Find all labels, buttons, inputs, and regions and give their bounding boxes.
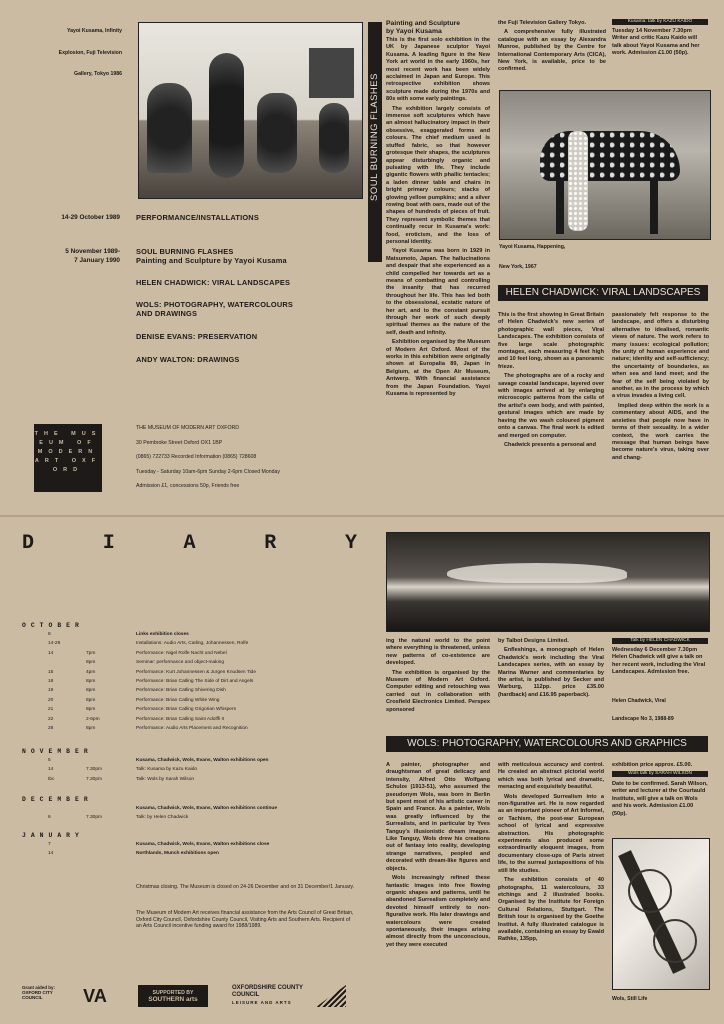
- programme-date: 14-29 October 1989: [61, 214, 120, 221]
- chadwick-paragraph: Implied deep within the work is a commentary about AIDS, and the anxieties that people now have in terms of their sexuality. In a wider context, the work carries the message that human beings have become nature's virus, taking over and chang-: [612, 402, 709, 461]
- kusama-vertical-bar: [368, 22, 382, 262]
- address-line: Tuesday - Saturday 10am-6pm Sunday 2-6pm Closed Monday: [136, 468, 280, 475]
- diary-letter: A: [183, 532, 196, 555]
- diary-time: 4pm: [86, 669, 96, 675]
- chadwick-paragraph: Enfleshings, a monograph of Helen Chadwick's work including the Viral Landscapes series, with an essay by Marina Warner and commentaries by the artist, is published by Secker and Warburg, 112pp. price £35.00 (hardback) and £16.95 paperback).: [498, 647, 604, 698]
- kusama-col-2: [498, 20, 606, 76]
- programme-date: 7 January 1990: [74, 257, 120, 264]
- chadwick-paragraph: The exhibition is organised by the Museum of Modern Art Oxford. Computer editing and retouching was carried out in collaboration with Crosfield Electronics Limited. Perspex sponsored: [386, 669, 490, 713]
- diary-entry: Installations: Audio Arts, Catling, Johannessen, Rolfe: [136, 641, 249, 647]
- kusama-talk-bar: Kusama: talk by KAZU KAIDO: [612, 19, 708, 25]
- diary-entry: Performance: Brian Catling Grigorian Whispers: [136, 707, 236, 713]
- diary-date: 14: [48, 650, 54, 656]
- diary-time: 7pm: [86, 650, 96, 656]
- diary-date: 14: [48, 767, 54, 773]
- wols-heading-bar: WOLS: PHOTOGRAPHY, WATERCOLOURS AND GRAPHICS: [386, 736, 708, 752]
- diary-date: 14-29: [48, 641, 61, 647]
- programme-title: WOLS: PHOTOGRAPHY, WATERCOLOURS: [136, 300, 294, 309]
- chadwick-caption: Helen Chadwick, Viral: [612, 698, 666, 704]
- diary-date: tbc: [48, 776, 55, 782]
- diary-entry: Performance: Brian Catling The Side of Dirt and Angels: [136, 679, 254, 684]
- diary-time: 8pm: [86, 660, 96, 666]
- diary-date: 6: [48, 815, 51, 821]
- happening-caption: [499, 244, 599, 270]
- diary-date: 15: [48, 669, 54, 675]
- diary-date: 20: [48, 697, 54, 703]
- oxfordshire-logo: [232, 985, 310, 1006]
- programme-title: AND DRAWINGS: [136, 309, 198, 318]
- caption-line: Yayoi Kusama, Happening,: [499, 244, 566, 250]
- va-logo-icon: VA: [83, 986, 107, 1006]
- caption-line: New York, 1967: [499, 263, 537, 270]
- diary-entry: Talk: by Helen Chadwick: [136, 815, 189, 821]
- chadwick-heading-bar: HELEN CHADWICK: VIRAL LANDSCAPES: [498, 285, 708, 301]
- programme-title: PERFORMANCE/INSTALLATIONS: [136, 213, 259, 222]
- diary-entry: Performance: Kurt Johannessen & Jurgen Knudsen Tide: [136, 669, 256, 675]
- caption-line: Explosion, Fuji Television: [58, 49, 122, 56]
- diary-time: 2-6pm: [86, 716, 100, 722]
- diary-entry: Kusama, Chadwick, Wols, Evans, Walton exhibitions open: [136, 758, 269, 763]
- programme-title: SOUL BURNING FLASHES: [136, 247, 234, 256]
- visiting-arts-icon: [316, 985, 346, 1007]
- page-fold: [0, 515, 724, 517]
- wols-col-1: [386, 762, 490, 951]
- kusama-paragraph: The exhibition largely consists of immense soft sculptures which have an almost hallucinatory impact in their obsessive, exaggerated forms and colours. The chief medium used is stuffed fabric, so that however grotesque their shapes, the sculptures appear disturbingly organic and pulsating with life. They include gigantic flowers with phallic tentacles; a laden dinner table and chairs in bright primary colours; stacks of glowing yellow pumpkins; and a silver rowing boat with oars, made out of the shapes of hundreds of pieces of fruit. They represent symbolic themes that continually recur in Kusama's work: food, eroticism, and the loss of personal identity.: [386, 105, 490, 245]
- diary-month-heading: OCTOBER: [22, 622, 84, 629]
- diary-entry: Seminar: performance and object-making: [136, 660, 224, 666]
- kusama-paragraph: the Fuji Television Gallery Tokyo.: [498, 20, 587, 26]
- diary-letter: I: [102, 532, 115, 555]
- kusama-talk-text: Tuesday 14 November 7.30pm Writer and critic Kazu Kaido will talk about Yayoi Kusama and her work. Admission £1.00 (50p).: [612, 28, 700, 57]
- chadwick-col-2: [612, 312, 709, 464]
- chadwick-col-1: [498, 312, 604, 451]
- programme-subtitle: Painting and Sculpture by Yayoi Kusama: [136, 256, 287, 265]
- diary-time: 8pm: [86, 726, 96, 731]
- chadwick-viral-landscape-photo: [386, 532, 710, 632]
- diary-entry: Kusama, Chadwick, Wols, Evans, Walton exhibitions continue: [136, 806, 277, 811]
- logo-text: SOUTHERN arts: [148, 995, 198, 1003]
- oxford-city-logo: Grant aided by: OXFORD CITY COUNCIL: [22, 985, 56, 1000]
- chadwick-paragraph: This is the first showing in Great Britain of Helen Chadwick's new series of photographic wall pieces, Viral Landscapes. The exhibition consists of five large scale photographic montages, each measuring 4 feet high and 10 feet long, shown as a panoramic frieze.: [498, 312, 604, 370]
- museum-address: [136, 425, 351, 490]
- diary-date: 28: [48, 726, 54, 731]
- museum-logo: THE MUSEUM OF MODERN ART OXFORD: [34, 424, 102, 492]
- programme-title: ANDY WALTON: DRAWINGS: [136, 355, 240, 364]
- kusama-heading: Painting and Sculpture: [386, 20, 461, 27]
- wols-paragraph: Wols increasingly refined these fantastic images into free flowing organic shapes and patterns, until he abandoned Surrealism completely and devoted himself entirely to non-figurative work. His later drawings and watercolours were created spontaneously, their images arising almost directly from the unconscious, yet they were executed: [386, 875, 490, 948]
- chadwick-paragraph: Chadwick presents a personal and: [504, 441, 597, 448]
- diary-date: 8: [48, 632, 51, 637]
- diary-date: 14: [48, 851, 54, 857]
- diary-title: [22, 532, 357, 558]
- diary-date: 18: [48, 679, 54, 684]
- kusama-photo-caption: [40, 28, 122, 78]
- diary-date: 19: [48, 688, 54, 694]
- programme-date: 5 November 1989-: [65, 248, 120, 255]
- diary-time: 8pm: [86, 707, 96, 713]
- kusama-paragraph: Yayoi Kusama was born in 1929 in Matsumoto, Japan. The hallucinations and despair that she experienced as a child compelled her towards art as a means of combatting and controlling the insanity that has recurred throughout her life. This has led both to the obsessional, ecstatic nature of her art, and to the constant pursuit through her work of such deeply spiritual themes as the nature of the self, death and infinity.: [386, 248, 490, 336]
- southern-arts-logo: [138, 985, 208, 1007]
- diary-date: 21: [48, 707, 54, 713]
- kusama-col-1: [386, 20, 490, 401]
- diary-letter: D: [22, 532, 35, 555]
- wols-paragraph: Wols developed Surrealism into a non-figurative art. He is now regarded as an important pioneer of Art Informel, or Tachism, the post-war European school of lyrical and expressive abstraction. His photographic experiments also produced some extraordinarily eloquent images, from documentary close-ups of Paris street life, to the surreal juxtapositions of his still life studies.: [498, 793, 604, 874]
- chadwick-paragraph: by Talbot Designs Limited.: [498, 638, 569, 644]
- funding-notice: The Museum of Modern Art receives financial assistance from the Arts Council of Great Britain, Oxford City Council, Oxfordshire County Council, Visiting Arts and Southern Arts. Recipient of an Arts Council incentive funding award for 1988/1989.: [136, 910, 354, 930]
- diary-date: 7: [48, 842, 51, 847]
- diary-time: 7.30pm: [86, 815, 102, 821]
- chadwick-paragraph: ing the natural world to the point where everything is threatened, unless new patterns of co-existence are developed.: [386, 638, 490, 667]
- diary-time: 8pm: [86, 697, 96, 703]
- chadwick-talk-bar: Talk by HELEN CHADWICK: [612, 638, 708, 644]
- wols-talk-text: Date to be confirmed. Sarah Wilson, writer and lecturer at the Courtauld Institute, will give a talk on Wols and his work. Admission £1.00 (50p).: [612, 781, 708, 817]
- wols-caption: Wols, Still Life: [612, 996, 648, 1002]
- chadwick-talk-text: Wednesday 6 December 7.30pm Helen Chadwick will give a talk on her recent work, including the Viral Landscapes. Admission free.: [612, 647, 706, 676]
- diary-month-heading: NOVEMBER: [22, 748, 93, 755]
- address-line: 30 Pembroke Street Oxford OX1 1BP: [136, 439, 223, 446]
- christmas-closing: Christmas closing. The Museum is closed on 24-26 December and on 31 December/1 January.: [136, 884, 355, 890]
- diary-entry: Performance: Brian Catling Saint Adolffi II: [136, 716, 225, 722]
- diary-entry: Talk: Kusama by Kazu Kaido: [136, 767, 198, 773]
- programme-title: HELEN CHADWICK: VIRAL LANDSCAPES: [136, 278, 291, 287]
- diary-entry: Kusama, Chadwick, Wols, Evans, Walton exhibitions close: [136, 842, 270, 847]
- wols-paragraph: The exhibition consists of 40 photographs, 11 watercolours, 33 etchings and 2 illustrated books. Organised by the Institute for Foreign Cultural Relations, Stuttgart. The British tour is organised by the Goethe Institut. A fully illustrated catalogue is available, containing an essay by Ewald Rathke, 135pp,: [498, 877, 605, 943]
- logo-text: SUPPORTED BY: [152, 989, 194, 996]
- diary-entry: Performance: Nigel Rolfe Nacht und Nebel: [136, 650, 227, 656]
- diary-time: 7.30pm: [86, 767, 102, 773]
- diary-entry: Performance: Audio Arts Placement and Recognition: [136, 726, 248, 731]
- diary-letter: R: [264, 532, 277, 555]
- diary-entry: Performance: Brian Catling Shivering Dish: [136, 688, 226, 694]
- diary-date: 5: [48, 758, 51, 763]
- address-line: THE MUSEUM OF MODERN ART OXFORD: [136, 425, 239, 431]
- chadwick-caption: Landscape No 3, 1988-89: [612, 716, 674, 722]
- logo-text: LEISURE AND ARTS: [232, 1000, 292, 1005]
- programme-title: DENISE EVANS: PRESERVATION: [136, 332, 258, 341]
- wols-price: exhibition price approx. £5.00.: [612, 762, 693, 768]
- kusama-paragraph: Exhibition organised by the Museum of Modern Art Oxford. Most of the works in this exhibition were originally shown at Europalia 89, Japan in Belgium, at the Open Air Museum, Antwerp. With financial assistance from the Japan Foundation. Yayoi Kusama is represented by: [386, 339, 490, 398]
- chadwick-paragraph: The photographs are of a rocky and savage coastal landscape, layered over with images arrived at by enlarging microscopic patterns from the cells of the artist's own body, and with painted, gestural images which are made by having the wo wash coloured pigment onto a canvas. The final work is edited and merged on computer.: [498, 373, 604, 439]
- kusama-vertical-title: SOUL BURNING FLASHES: [369, 73, 380, 201]
- logo-text: OXFORDSHIRE COUNTY COUNCIL: [232, 985, 303, 998]
- diary-month-heading: DECEMBER: [22, 796, 93, 803]
- chadwick-col-4: [498, 638, 604, 701]
- diary-time: 8pm: [86, 679, 96, 684]
- kusama-paragraph: A comprehensive fully illustrated catalogue with an essay by Alexandra Munroe, published by the Centre for International Contemporary Arts (CICA), New York, is available, price to be confirmed.: [498, 29, 606, 73]
- wols-talk-bar: Wols talk by SARAH WILSON: [612, 771, 708, 777]
- diary-month-heading: JANUARY: [22, 832, 84, 839]
- wols-still-life-photo: [612, 838, 710, 990]
- wols-paragraph: with meticulous accuracy and control. He created an abstract pictorial world which was both lyrical and dramatic, menacing and exquisitely beautiful.: [498, 762, 604, 791]
- address-line: (0865) 722733 Recorded Information (0865) 728608: [136, 454, 257, 461]
- kusama-installation-photo: [138, 22, 363, 199]
- caption-line: Gallery, Tokyo 1986: [74, 71, 122, 78]
- wols-paragraph: A painter, photographer and draughtsman of great delicacy and intensity, Alfred Otto Wolfgang Schulze (1913-51), who assumed the pseudonym Wols, was born in Berlin but spent most of his artistic career in Spain and France. As a painter, Wols was greatly influenced by the Surrealists, and in particular by Yves Tanguy's illusionistic dream images. Like Tanguy, Wols drew his creations out of fantasy into reality, developing strange narratives, peopled and decorated with dream-like figures and objects.: [386, 762, 490, 872]
- wols-col-2: [498, 762, 604, 946]
- diary-time: 8pm: [86, 688, 96, 694]
- diary-entry: Links exhibition closes: [136, 632, 189, 637]
- diary-letter: Y: [344, 532, 357, 555]
- diary-entry: Talk: Wols by Sarah Wilson: [136, 776, 195, 782]
- diary-time: 7.30pm: [86, 776, 102, 782]
- kusama-heading: by Yayoi Kusama: [386, 28, 442, 35]
- diary-entry: Northlands, Munch exhibitions open: [136, 851, 219, 857]
- address-line: Admission £1, concessions 50p, Friends free: [136, 483, 240, 490]
- chadwick-paragraph: passionately felt response to the landscape, and offers a disturbing alternative to idealised, romantic views of nature. The work refers to many issues: ecological pollution; the unity of human experience and nature; identity and self-sufficiency; the uncertainty of boundaries, as when sea and land meet; and the fear of the self being violated by another, as in the process by which a virus invades a living cell.: [612, 312, 709, 400]
- diary-date: 22: [48, 716, 54, 722]
- diary-entry: Performance: Brian Catling White Wing: [136, 697, 220, 703]
- kusama-happening-photo: [499, 90, 711, 240]
- kusama-paragraph: This is the first solo exhibition in the UK by Japanese sculptor Yayoi Kusama. A leading figure in the New York art world in the early 1960s, her most recent work has been widely acclaimed in Japan and Europe. This retrospective exhibition shows sculpture made during the 1970s and 80s with some early paintings.: [386, 37, 490, 103]
- caption-line: Yayoi Kusama, Infinity: [66, 28, 122, 34]
- chadwick-col-3: [386, 638, 490, 716]
